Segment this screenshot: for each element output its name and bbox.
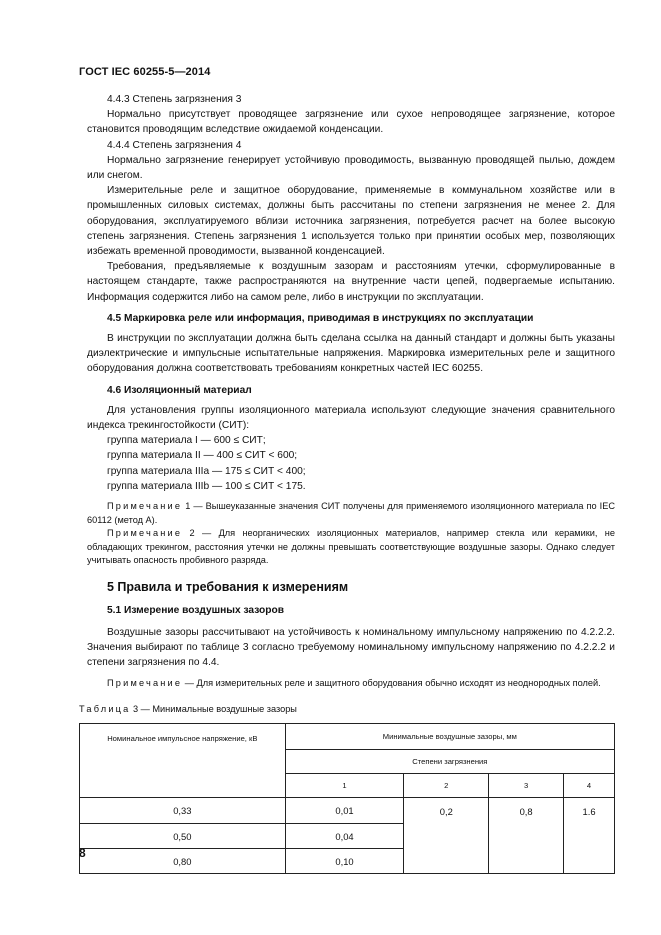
clearance-cell-degree-3: 0,8 xyxy=(489,798,564,874)
material-group-2: группа материала II — 400 ≤ СИТ < 600; xyxy=(107,450,298,462)
note-text: 1 — Вышеуказанные значения СИТ получены для применяемого изоляционного материала по IEC 60112 (метод А). xyxy=(87,501,615,525)
voltage-cell: 0,50 xyxy=(80,824,286,849)
section-4-4-4-title: 4.4.4 Степень загрязнения 4 xyxy=(107,139,242,151)
page-body xyxy=(79,92,615,874)
note-2 xyxy=(87,527,615,568)
degree-header: 1 xyxy=(285,774,404,798)
sub-header-pollution: Степени загрязнения xyxy=(285,750,614,774)
clearance-cell: 0,01 xyxy=(285,798,404,824)
note-text: 2 — Для неорганических изоляционных материалов, например стекла или керамики, не обладающих трекингом, расстояния утечки не должны превышать соответствующие воздушные зазоры. Однако следует учитывать опасность пробивного разряда. xyxy=(87,528,615,566)
clearance-cell: 0,04 xyxy=(285,824,404,849)
degree-header: 2 xyxy=(404,774,489,798)
note-5-1 xyxy=(87,677,615,691)
degree-header: 4 xyxy=(564,774,615,798)
section-4-4-3-text: Нормально присутствует проводящее загрязнение или сухое непроводящее загрязнение, которое становится проводящим вследствие ожидаемой конденсации. xyxy=(87,109,615,136)
section-5-1-heading: 5.1 Измерение воздушных зазоров xyxy=(107,604,284,616)
section-4-6-text: Для установления группы изоляционного материала используют следующие значения сравнительного индекса трекингостойкости (СИТ): xyxy=(87,404,615,432)
note-1 xyxy=(87,500,615,527)
section-4-5-heading: 4.5 Маркировка реле или информация, приводимая в инструкциях по эксплуатации xyxy=(107,312,534,324)
clearance-table xyxy=(79,723,615,874)
paragraph-requirements: Требования, предъявляемые к воздушным зазорам и расстояниям утечки, сформулированные в настоящем стандарте, также распространяются на внутренние части цепей, подвергаемые испытанию. Информация содержится либо на самом реле, либо в инструкции по эксплуатации. xyxy=(87,261,615,303)
section-4-6-heading: 4.6 Изоляционный материал xyxy=(107,384,252,396)
degree-header: 3 xyxy=(489,774,564,798)
clearance-cell-degree-4: 1.6 xyxy=(564,798,615,874)
table-row xyxy=(80,798,615,824)
section-5-heading: 5 Правила и требования к измерениям xyxy=(107,579,349,594)
paragraph-relays: Измерительные реле и защитное оборудование, применяемые в коммунальном хозяйстве или в промышленных силовых системах, должны быть рассчитаны по степени загрязнения не менее 2. Для оборудования, эксплуатируемого вблизи источника загрязнения, потребуется расчет на более высокую степень загрязнения. Степень загрязнения 1 используется только при принятии особых мер, позволяющих избежать временной проводимости, вызванной конденсацией. xyxy=(87,185,615,258)
voltage-cell: 0,80 xyxy=(80,849,286,874)
material-group-3b: группа материала IIIb — 100 ≤ СИТ < 175. xyxy=(107,480,306,492)
material-group-3a: группа материала IIIa — 175 ≤ СИТ < 400; xyxy=(107,465,306,477)
group-header-clearances: Минимальные воздушные зазоры, мм xyxy=(285,724,614,750)
clearance-cell: 0,10 xyxy=(285,849,404,874)
table-caption-label: Таблица xyxy=(79,704,131,715)
page-header: ГОСТ IEC 60255-5—2014 xyxy=(79,66,211,78)
page-number: 8 xyxy=(79,846,86,860)
table-caption xyxy=(79,702,615,717)
note-label: Примечание xyxy=(107,528,183,539)
note-label: Примечание xyxy=(107,677,183,688)
section-5-1-text: Воздушные зазоры рассчитывают на устойчивость к номинальному импульсному напряжению по 4.2.2.2. Значения выбирают по таблице 3 согласно требуемому номинальному импульсному напряжению по 4.2.2.2 и степени загрязнения по 4.4. xyxy=(87,626,615,669)
note-label: Примечание xyxy=(107,501,183,512)
section-4-5-text: В инструкции по эксплуатации должна быть сделана ссылка на данный стандарт и должны быть указаны диэлектрические и импульсные испытательные напряжения. Маркировка измерительных реле и защитного оборудования должна соответствовать требованиям конкретных частей IEC 60255. xyxy=(87,333,615,375)
clearance-cell-degree-2: 0,2 xyxy=(404,798,489,874)
table-caption-text: 3 — Минимальные воздушные зазоры xyxy=(130,704,297,715)
col-header-voltage: Номинальное импульсное напряжение, кВ xyxy=(80,724,286,798)
material-group-1: группа материала I — 600 ≤ СИТ; xyxy=(107,435,266,447)
section-4-4-4-text: Нормально загрязнение генерирует устойчивую проводимость, вызванную проводящей пылью, дождем или снегом. xyxy=(87,154,615,182)
note-text: — Для измерительных реле и защитного оборудования обычно исходят из неоднородных полей. xyxy=(182,677,601,688)
section-4-4-3-title: 4.4.3 Степень загрязнения 3 xyxy=(107,94,242,105)
voltage-cell: 0,33 xyxy=(80,798,286,824)
